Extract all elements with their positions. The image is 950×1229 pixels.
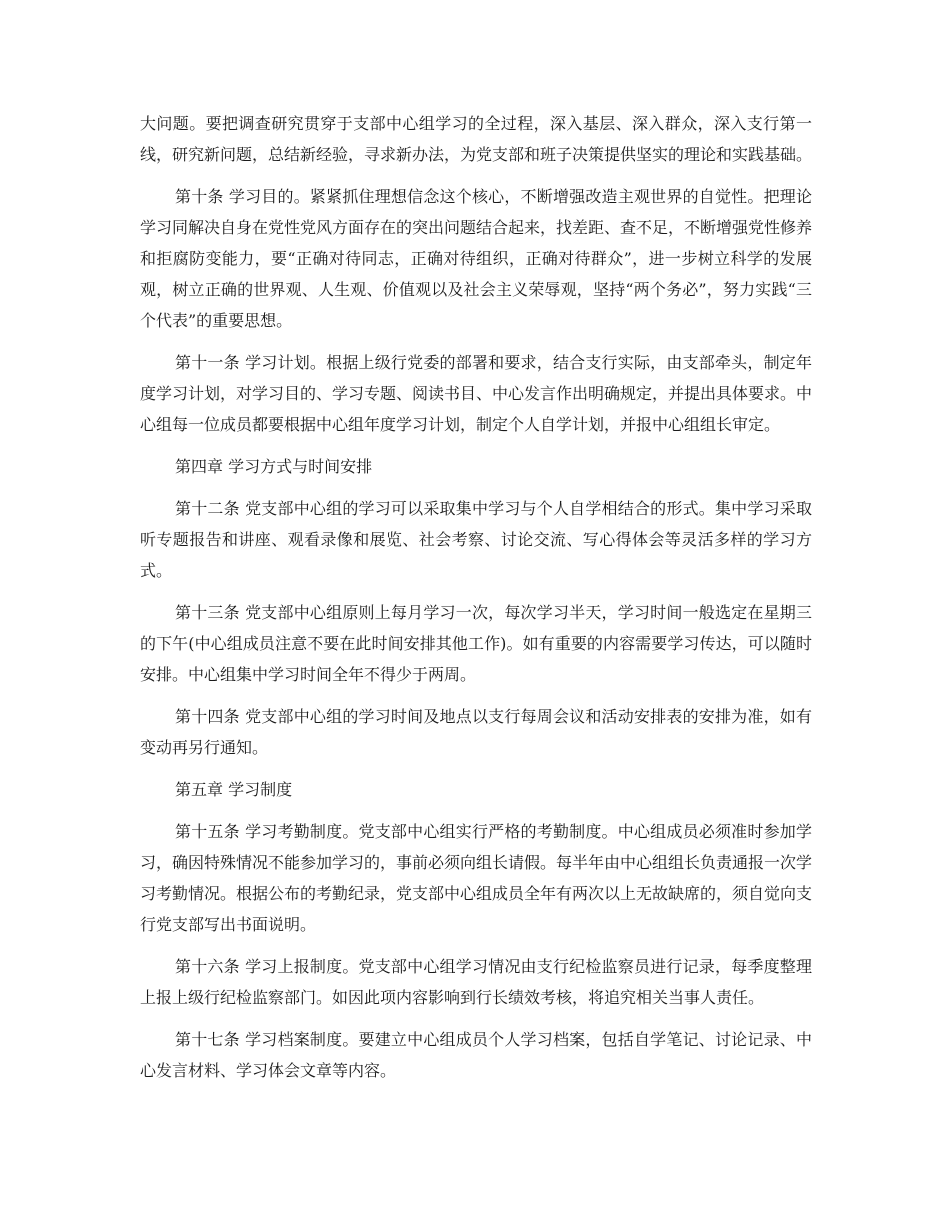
article-13-paragraph: 第十三条 党支部中心组原则上每月学习一次，每次学习半天，学习时间一般选定在星期三的下午(中心组成员注意不要在此时间安排其他工作)。如有重要的内容需要学习传达，可以随时安排。中心组集中学习时间全年不得少于两周。 — [140, 603, 812, 684]
article-14-paragraph: 第十四条 党支部中心组的学习时间及地点以支行每周会议和活动安排表的安排为准，如有变动再另行通知。 — [140, 707, 812, 757]
article-10-paragraph: 第十条 学习目的。紧紧抓住理想信念这个核心，不断增强改造主观世界的自觉性。把理论学习同解决自身在党性党风方面存在的突出问题结合起来，找差距、查不足，不断增强党性修养和拒腐防变能力，要“正确对待同志，正确对待组织，正确对待群众”，进一步树立科学的发展观，树立正确的世界观、人生观、价值观以及社会主义荣辱观，坚持“两个务必”，努力实践“三个代表”的重要思想。 — [140, 187, 813, 330]
paragraph-continuation: 大问题。要把调查研究贯穿于支部中心组学习的全过程，深入基层、深入群众，深入支行第一线，研究新问题，总结新经验，寻求新办法，为党支部和班子决策提供坚实的理论和实践基础。 — [140, 114, 813, 164]
article-11-paragraph: 第十一条 学习计划。根据上级行党委的部署和要求，结合支行实际，由支部牵头，制定年度学习计划，对学习目的、学习专题、阅读书目、中心发言作出明确规定，并提出具体要求。中心组每一位成员都要根据中心组年度学习计划，制定个人自学计划，并报中心组组长审定。 — [140, 353, 813, 434]
chapter-4-heading: 第四章 学习方式与时间安排 — [175, 457, 373, 476]
chapter-5-heading: 第五章 学习制度 — [175, 780, 293, 799]
article-12-paragraph: 第十二条 党支部中心组的学习可以采取集中学习与个人自学相结合的形式。集中学习采取听专题报告和讲座、观看录像和展览、社会考察、讨论交流、写心得体会等灵活多样的学习方式。 — [140, 499, 812, 580]
article-16-paragraph: 第十六条 学习上报制度。党支部中心组学习情况由支行纪检监察员进行记录，每季度整理上报上级行纪检监察部门。如因此项内容影响到行长绩效考核，将追究相关当事人责任。 — [140, 957, 812, 1007]
article-15-paragraph: 第十五条 学习考勤制度。党支部中心组实行严格的考勤制度。中心组成员必须准时参加学习，确因特殊情况不能参加学习的，事前必须向组长请假。每半年由中心组组长负责通报一次学习考勤情况。根据公布的考勤纪录，党支部中心组成员全年有两次以上无故缺席的，须自觉向支行党支部写出书面说明。 — [140, 822, 813, 934]
document-body — [140, 108, 812, 1097]
article-17-paragraph: 第十七条 学习档案制度。要建立中心组成员个人学习档案，包括自学笔记、讨论记录、中心发言材料、学习体会文章等内容。 — [140, 1030, 812, 1080]
